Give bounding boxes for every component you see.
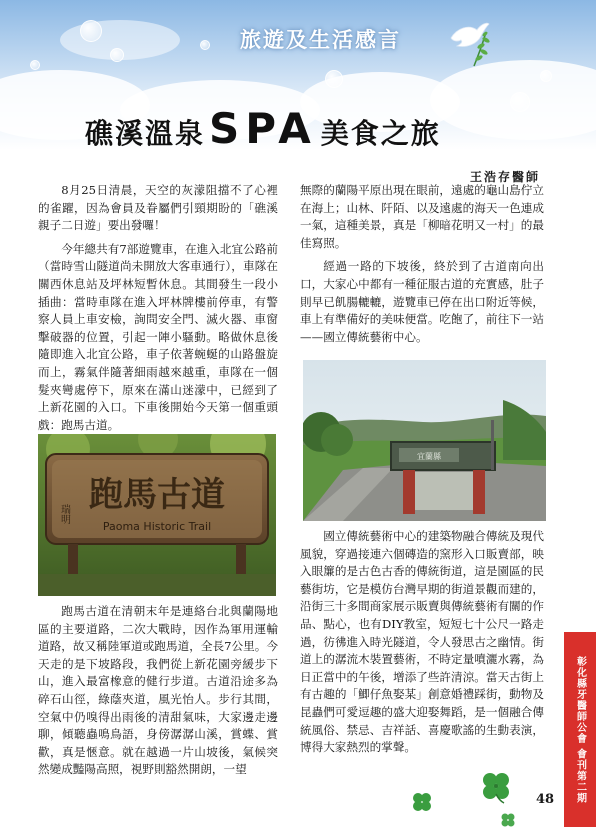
bubble <box>510 92 530 112</box>
entrance-sign-text: 宜蘭縣 <box>417 452 441 461</box>
bubble <box>325 70 343 88</box>
bubble <box>540 70 552 82</box>
article-title <box>85 104 441 154</box>
clover-icon <box>500 812 516 828</box>
page-number: 48 <box>536 792 555 807</box>
sign-text-english: Paoma Historic Trail <box>102 520 212 533</box>
sign-side-text: 瑞明 <box>58 504 70 524</box>
paragraph: 8月25日清晨，天空的灰濛阻擋不了心裡的雀躍，因為會員及眷屬們引頸期盼的「礁溪親子二日遊」要出發囉！ <box>38 183 278 233</box>
paragraph: 無際的蘭陽平原出現在眼前，遠處的龜山島佇立在海上；山林、阡陌、以及遠處的海天一色連成一氣，這種美景，真是「柳暗花明又一村」的最佳寫照。 <box>300 183 544 250</box>
left-column-bottom <box>38 603 278 785</box>
leaf-sprig-icon <box>470 28 492 68</box>
clover-icon <box>478 768 514 804</box>
left-column-top <box>38 182 278 440</box>
title-part-1: 礁溪溫泉 <box>85 117 206 150</box>
paragraph: 今年總共有7部遊覽車，在進入北宜公路前（當時雪山隧道尚未開放大客車通行），車隊在關西休息站及坪林短暫休息。其間發生一段小插曲：當時車隊在進入坪林牌樓前停車，有警察人員上車安檢，詢問安全門、滅火器、車窗擊破器的位置，引起一陣小騷動。略做休息後隨即進入北宜公路，車子依著蜿蜒的山路盤旋而上，霧氣伴隨著細雨越來越重，車隊在一個髮夾彎處停下，原來在滿山迷濛中，已經到了上新花園的入口。下車後開始今天第一個重頭戲：跑馬古道。 <box>38 241 278 432</box>
trail-sign-photo <box>38 434 276 596</box>
arts-center-illustration <box>303 360 546 521</box>
title-part-2: 美食之旅 <box>320 117 441 150</box>
title-spa: SPA <box>209 104 317 153</box>
right-column-bottom <box>300 528 544 763</box>
bubble <box>110 48 124 62</box>
bubble <box>30 60 40 70</box>
arts-center-photo <box>303 360 546 521</box>
sign-text-chinese: 跑馬古道 <box>89 475 225 515</box>
journal-side-tab: 彰化縣牙醫師公會 會刊第二期 <box>564 632 596 827</box>
section-title: 旅遊及生活感言 <box>240 28 401 52</box>
bubble <box>200 40 210 50</box>
right-column-top <box>300 182 544 352</box>
paragraph: 國立傳統藝術中心的建築物融合傳統及現代風貌，穿過接連六個磚造的窯形入口販賣部，映入眼簾的是古色古香的傳統街道，這是園區的民藝街坊，它是模仿台灣早期的街道景觀而建的，沿街三十多間商家展示販賣與傳統藝術有關的作品、點心，也有DIY教室，短短七十公尺一路走過，彷彿進入時光隧道，令人發思古之幽情。街道上的潺流木裝置藝術，不時定量噴灑水霧，為日正當中的午後，增添了些許清涼。當天古街上有古趣的「鯽仔魚娶某」創意婚禮踩街，動物及昆蟲們可愛逗趣的盛大迎娶舞蹈，是一個融合傳統風俗、禁忌、吉祥話、喜慶歌謠的生動表演，博得大家熱烈的掌聲。 <box>300 529 544 755</box>
clover-icon <box>410 790 434 814</box>
paragraph: 經過一路的下坡後，終於到了古道南向出口，大家心中都有一種征服古道的充實感，肚子則早已飢腸轆轆，遊覽車已停在出口附近等候，車上有準備好的美味便當。吃飽了，前往下一站——國立傳統藝術中心。 <box>300 259 544 344</box>
author-byline: 王浩存醫師 <box>470 170 541 184</box>
paragraph: 跑馬古道在清朝末年是連絡台北與蘭陽地區的主要道路，二次大戰時，因作為軍用運輸道路，故又稱陸軍道或跑馬道，全長7公里。今天走的是下坡路段，我們從上新花園旁緩步下山，進入最富橡意的健行步道。古道沿途多為碎石山徑，綠蔭夾道，風光怡人。步行其間，空氣中仍嗅得出雨後的清甜氣味，大家邊走邊聊，傾聽蟲鳴鳥語，身傍潺潺山溪，賞蝶、賞歡，真是愜意。就在越過一片山坡後，氣候突然變成豔陽高照，視野則豁然開朗，一望 <box>38 604 278 777</box>
trail-sign-illustration <box>38 434 276 596</box>
bubble <box>80 20 102 42</box>
